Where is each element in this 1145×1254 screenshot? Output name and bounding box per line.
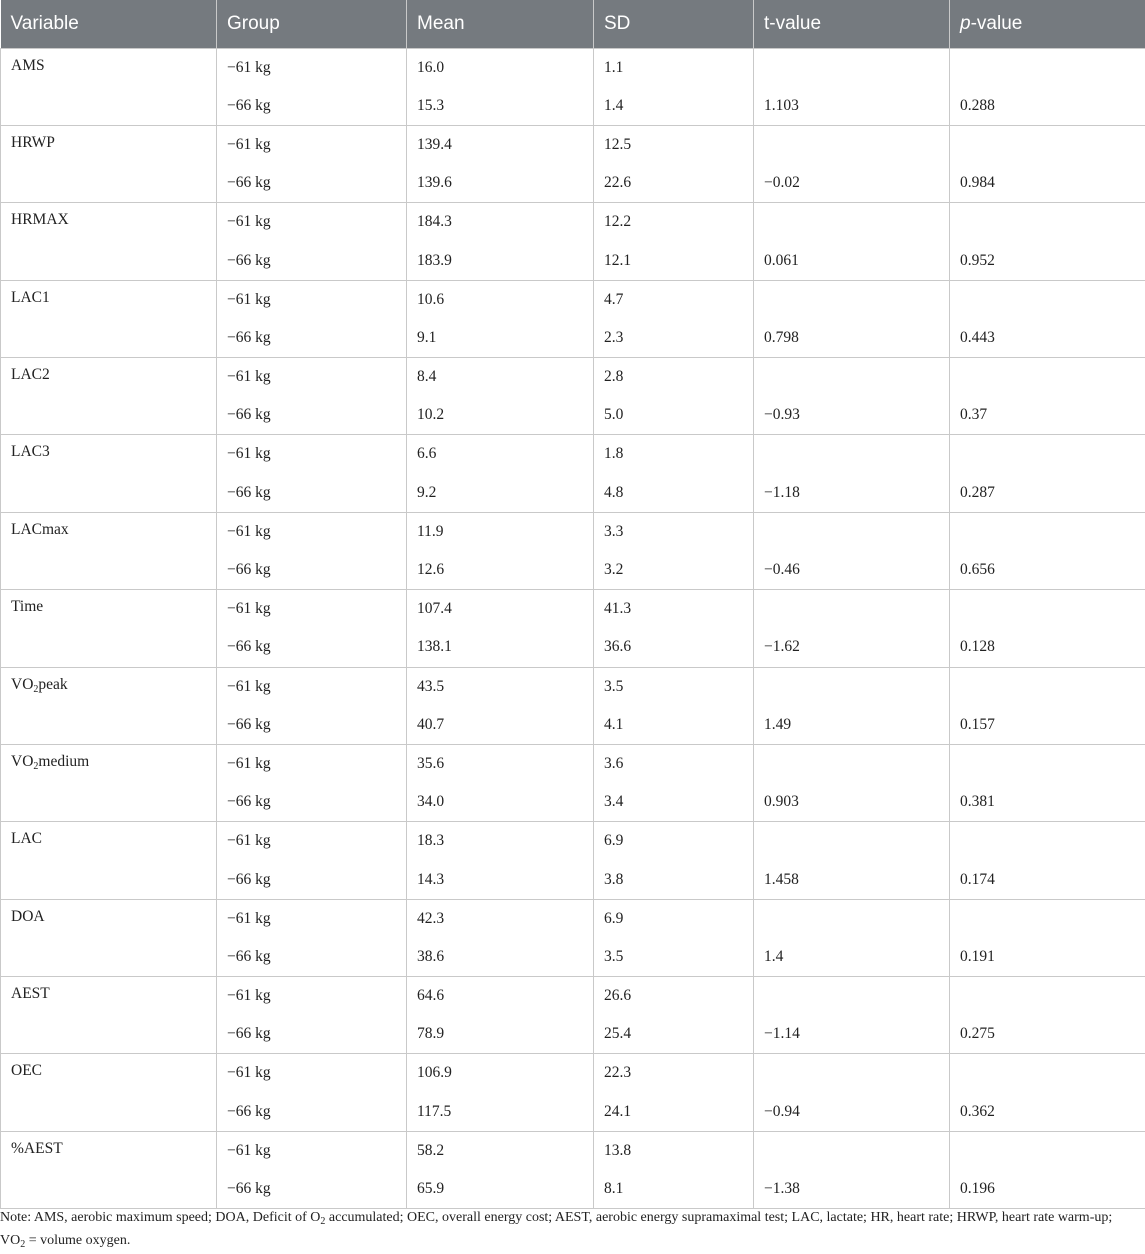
group-cell: −66 kg	[217, 396, 407, 435]
variable-name: LAC2	[11, 366, 50, 383]
mean-cell: 184.3	[407, 203, 594, 242]
mean-cell: 9.2	[407, 474, 594, 513]
header-p-suffix: -value	[971, 13, 1023, 34]
variable-suffix: medium	[38, 753, 89, 770]
group-cell: −61 kg	[217, 977, 407, 1016]
sd-cell: 12.5	[594, 125, 754, 164]
t-value-cell	[754, 435, 950, 474]
variable-cell	[1, 1054, 217, 1131]
t-value-cell	[754, 590, 950, 629]
p-value-cell: 0.128	[950, 628, 1145, 667]
sd-cell: 25.4	[594, 1015, 754, 1054]
variable-cell	[1, 590, 217, 667]
mean-cell: 138.1	[407, 628, 594, 667]
header-t-value: t-value	[754, 0, 950, 48]
t-value-cell: 1.4	[754, 938, 950, 977]
p-value-cell: 0.288	[950, 87, 1145, 126]
sd-cell: 41.3	[594, 590, 754, 629]
group-cell: −61 kg	[217, 590, 407, 629]
variable-name: VO	[11, 676, 33, 693]
table-row	[1, 667, 1145, 706]
header-group: Group	[217, 0, 407, 48]
sd-cell: 5.0	[594, 396, 754, 435]
group-cell: −61 kg	[217, 125, 407, 164]
t-value-cell	[754, 1054, 950, 1093]
mean-cell: 78.9	[407, 1015, 594, 1054]
group-cell: −66 kg	[217, 474, 407, 513]
t-value-cell	[754, 822, 950, 861]
mean-cell: 16.0	[407, 48, 594, 87]
variable-name: LAC1	[11, 289, 50, 306]
p-value-cell	[950, 977, 1145, 1016]
mean-cell: 8.4	[407, 358, 594, 397]
table-row	[1, 358, 1145, 397]
sd-cell: 3.4	[594, 783, 754, 822]
sd-cell: 3.6	[594, 744, 754, 783]
group-cell: −61 kg	[217, 1131, 407, 1170]
variable-subscript: 2	[33, 761, 38, 772]
mean-cell: 38.6	[407, 938, 594, 977]
variable-name: HRWP	[11, 134, 55, 151]
sd-cell: 4.1	[594, 706, 754, 745]
p-value-cell: 0.196	[950, 1170, 1145, 1209]
p-value-cell	[950, 1054, 1145, 1093]
mean-cell: 106.9	[407, 1054, 594, 1093]
t-value-cell: −1.38	[754, 1170, 950, 1209]
variable-name: LAC3	[11, 443, 50, 460]
group-cell: −61 kg	[217, 48, 407, 87]
p-value-cell: 0.191	[950, 938, 1145, 977]
sd-cell: 12.1	[594, 241, 754, 280]
group-cell: −61 kg	[217, 744, 407, 783]
note-text-2: accumulated; OEC, overall energy cost; AEST, aerobic energy supramaximal test; LAC, lactate; HR, heart rate; HRWP, heart rate warm-up; VO	[0, 1210, 1112, 1248]
variable-cell	[1, 358, 217, 435]
mean-cell: 42.3	[407, 899, 594, 938]
t-value-cell	[754, 203, 950, 242]
p-value-cell: 0.287	[950, 474, 1145, 513]
group-cell: −66 kg	[217, 87, 407, 126]
t-value-cell	[754, 280, 950, 319]
sd-cell: 1.4	[594, 87, 754, 126]
p-value-cell	[950, 822, 1145, 861]
mean-cell: 40.7	[407, 706, 594, 745]
mean-cell: 10.2	[407, 396, 594, 435]
p-value-cell: 0.984	[950, 164, 1145, 203]
t-value-cell	[754, 125, 950, 164]
table-row	[1, 203, 1145, 242]
header-variable: Variable	[1, 0, 217, 48]
variable-cell	[1, 435, 217, 512]
sd-cell: 3.8	[594, 860, 754, 899]
p-value-cell: 0.381	[950, 783, 1145, 822]
header-p-value	[950, 0, 1145, 48]
p-value-cell	[950, 1131, 1145, 1170]
p-value-cell	[950, 744, 1145, 783]
sd-cell: 6.9	[594, 899, 754, 938]
p-value-cell: 0.656	[950, 551, 1145, 590]
mean-cell: 10.6	[407, 280, 594, 319]
p-value-cell: 0.443	[950, 319, 1145, 358]
p-value-cell: 0.174	[950, 860, 1145, 899]
sd-cell: 24.1	[594, 1093, 754, 1132]
group-cell: −66 kg	[217, 1093, 407, 1132]
sd-cell: 2.3	[594, 319, 754, 358]
table-row	[1, 977, 1145, 1016]
mean-cell: 65.9	[407, 1170, 594, 1209]
t-value-cell: −1.18	[754, 474, 950, 513]
group-cell: −61 kg	[217, 280, 407, 319]
mean-cell: 35.6	[407, 744, 594, 783]
group-cell: −66 kg	[217, 860, 407, 899]
variable-cell	[1, 125, 217, 202]
sd-cell: 22.6	[594, 164, 754, 203]
sd-cell: 3.5	[594, 667, 754, 706]
sd-cell: 13.8	[594, 1131, 754, 1170]
variable-cell	[1, 48, 217, 125]
t-value-cell: 1.103	[754, 87, 950, 126]
group-cell: −61 kg	[217, 1054, 407, 1093]
p-value-cell	[950, 590, 1145, 629]
sd-cell: 22.3	[594, 1054, 754, 1093]
table-row	[1, 899, 1145, 938]
variable-name: OEC	[11, 1062, 42, 1079]
t-value-cell	[754, 512, 950, 551]
sd-cell: 3.2	[594, 551, 754, 590]
variable-name: DOA	[11, 908, 45, 925]
note-subscript-1: 2	[320, 1216, 325, 1227]
sd-cell: 6.9	[594, 822, 754, 861]
mean-cell: 58.2	[407, 1131, 594, 1170]
t-value-cell: −0.46	[754, 551, 950, 590]
t-value-cell: −1.14	[754, 1015, 950, 1054]
mean-cell: 64.6	[407, 977, 594, 1016]
table-row	[1, 435, 1145, 474]
t-value-cell	[754, 48, 950, 87]
sd-cell: 26.6	[594, 977, 754, 1016]
t-value-cell	[754, 358, 950, 397]
header-sd: SD	[594, 0, 754, 48]
mean-cell: 43.5	[407, 667, 594, 706]
mean-cell: 107.4	[407, 590, 594, 629]
table-row	[1, 280, 1145, 319]
t-value-cell	[754, 744, 950, 783]
t-value-cell: −0.93	[754, 396, 950, 435]
p-value-cell	[950, 435, 1145, 474]
group-cell: −66 kg	[217, 706, 407, 745]
group-cell: −66 kg	[217, 938, 407, 977]
t-value-cell: 0.903	[754, 783, 950, 822]
t-value-cell: −0.94	[754, 1093, 950, 1132]
mean-cell: 14.3	[407, 860, 594, 899]
table-row	[1, 744, 1145, 783]
table-row	[1, 48, 1145, 87]
mean-cell: 139.6	[407, 164, 594, 203]
group-cell: −61 kg	[217, 822, 407, 861]
table-row	[1, 125, 1145, 164]
variable-cell	[1, 280, 217, 357]
table-header	[1, 0, 1145, 48]
group-cell: −61 kg	[217, 203, 407, 242]
sd-cell: 1.1	[594, 48, 754, 87]
t-value-cell: −1.62	[754, 628, 950, 667]
mean-cell: 12.6	[407, 551, 594, 590]
group-cell: −66 kg	[217, 241, 407, 280]
variable-cell	[1, 899, 217, 976]
group-cell: −66 kg	[217, 551, 407, 590]
variable-name: LAC	[11, 830, 42, 847]
mean-cell: 183.9	[407, 241, 594, 280]
mean-cell: 15.3	[407, 87, 594, 126]
t-value-cell	[754, 977, 950, 1016]
mean-cell: 139.4	[407, 125, 594, 164]
t-value-cell	[754, 899, 950, 938]
group-cell: −66 kg	[217, 1170, 407, 1209]
group-cell: −61 kg	[217, 512, 407, 551]
sd-cell: 3.5	[594, 938, 754, 977]
variable-cell	[1, 822, 217, 899]
variable-name: AMS	[11, 57, 45, 74]
table-row	[1, 822, 1145, 861]
t-value-cell: 1.49	[754, 706, 950, 745]
p-value-cell	[950, 280, 1145, 319]
variable-name: AEST	[11, 985, 50, 1002]
mean-cell: 117.5	[407, 1093, 594, 1132]
p-value-cell: 0.952	[950, 241, 1145, 280]
sd-cell: 3.3	[594, 512, 754, 551]
header-p-italic: p	[960, 13, 971, 34]
group-cell: −66 kg	[217, 1015, 407, 1054]
p-value-cell: 0.362	[950, 1093, 1145, 1132]
p-value-cell: 0.157	[950, 706, 1145, 745]
variable-name: VO	[11, 753, 33, 770]
variable-name: HRMAX	[11, 211, 69, 228]
table-row	[1, 1054, 1145, 1093]
sd-cell: 4.7	[594, 280, 754, 319]
p-value-cell	[950, 203, 1145, 242]
mean-cell: 6.6	[407, 435, 594, 474]
variable-suffix: peak	[38, 676, 67, 693]
t-value-cell: 0.798	[754, 319, 950, 358]
t-value-cell	[754, 1131, 950, 1170]
group-cell: −61 kg	[217, 899, 407, 938]
mean-cell: 9.1	[407, 319, 594, 358]
t-value-cell: 1.458	[754, 860, 950, 899]
table-body	[1, 48, 1145, 1209]
t-value-cell: −0.02	[754, 164, 950, 203]
p-value-cell	[950, 899, 1145, 938]
p-value-cell: 0.275	[950, 1015, 1145, 1054]
header-row	[1, 0, 1145, 48]
mean-cell: 11.9	[407, 512, 594, 551]
mean-cell: 34.0	[407, 783, 594, 822]
variable-cell	[1, 512, 217, 589]
note-subscript-2: 2	[20, 1239, 25, 1250]
table-note	[0, 1208, 1140, 1254]
sd-cell: 36.6	[594, 628, 754, 667]
sd-cell: 12.2	[594, 203, 754, 242]
variable-name: LACmax	[11, 521, 69, 538]
group-cell: −61 kg	[217, 435, 407, 474]
variable-cell	[1, 203, 217, 280]
p-value-cell	[950, 125, 1145, 164]
variable-subscript: 2	[33, 684, 38, 695]
group-cell: −66 kg	[217, 164, 407, 203]
mean-cell: 18.3	[407, 822, 594, 861]
group-cell: −61 kg	[217, 667, 407, 706]
group-cell: −66 kg	[217, 319, 407, 358]
variable-cell	[1, 744, 217, 821]
p-value-cell	[950, 667, 1145, 706]
group-cell: −66 kg	[217, 783, 407, 822]
group-cell: −61 kg	[217, 358, 407, 397]
p-value-cell	[950, 358, 1145, 397]
variable-name: Time	[11, 598, 43, 615]
variable-cell	[1, 1131, 217, 1208]
p-value-cell	[950, 512, 1145, 551]
table-row	[1, 1131, 1145, 1170]
note-text-1: Note: AMS, aerobic maximum speed; DOA, Deficit of O	[0, 1210, 320, 1225]
variable-cell	[1, 667, 217, 744]
p-value-cell	[950, 48, 1145, 87]
t-value-cell	[754, 667, 950, 706]
variable-name: %AEST	[11, 1140, 63, 1157]
header-mean: Mean	[407, 0, 594, 48]
t-value-cell: 0.061	[754, 241, 950, 280]
p-value-cell: 0.37	[950, 396, 1145, 435]
group-cell: −66 kg	[217, 628, 407, 667]
table-row	[1, 590, 1145, 629]
sd-cell: 1.8	[594, 435, 754, 474]
sd-cell: 8.1	[594, 1170, 754, 1209]
sd-cell: 4.8	[594, 474, 754, 513]
table-row	[1, 512, 1145, 551]
variable-cell	[1, 977, 217, 1054]
note-text-3: = volume oxygen.	[25, 1233, 130, 1248]
sd-cell: 2.8	[594, 358, 754, 397]
